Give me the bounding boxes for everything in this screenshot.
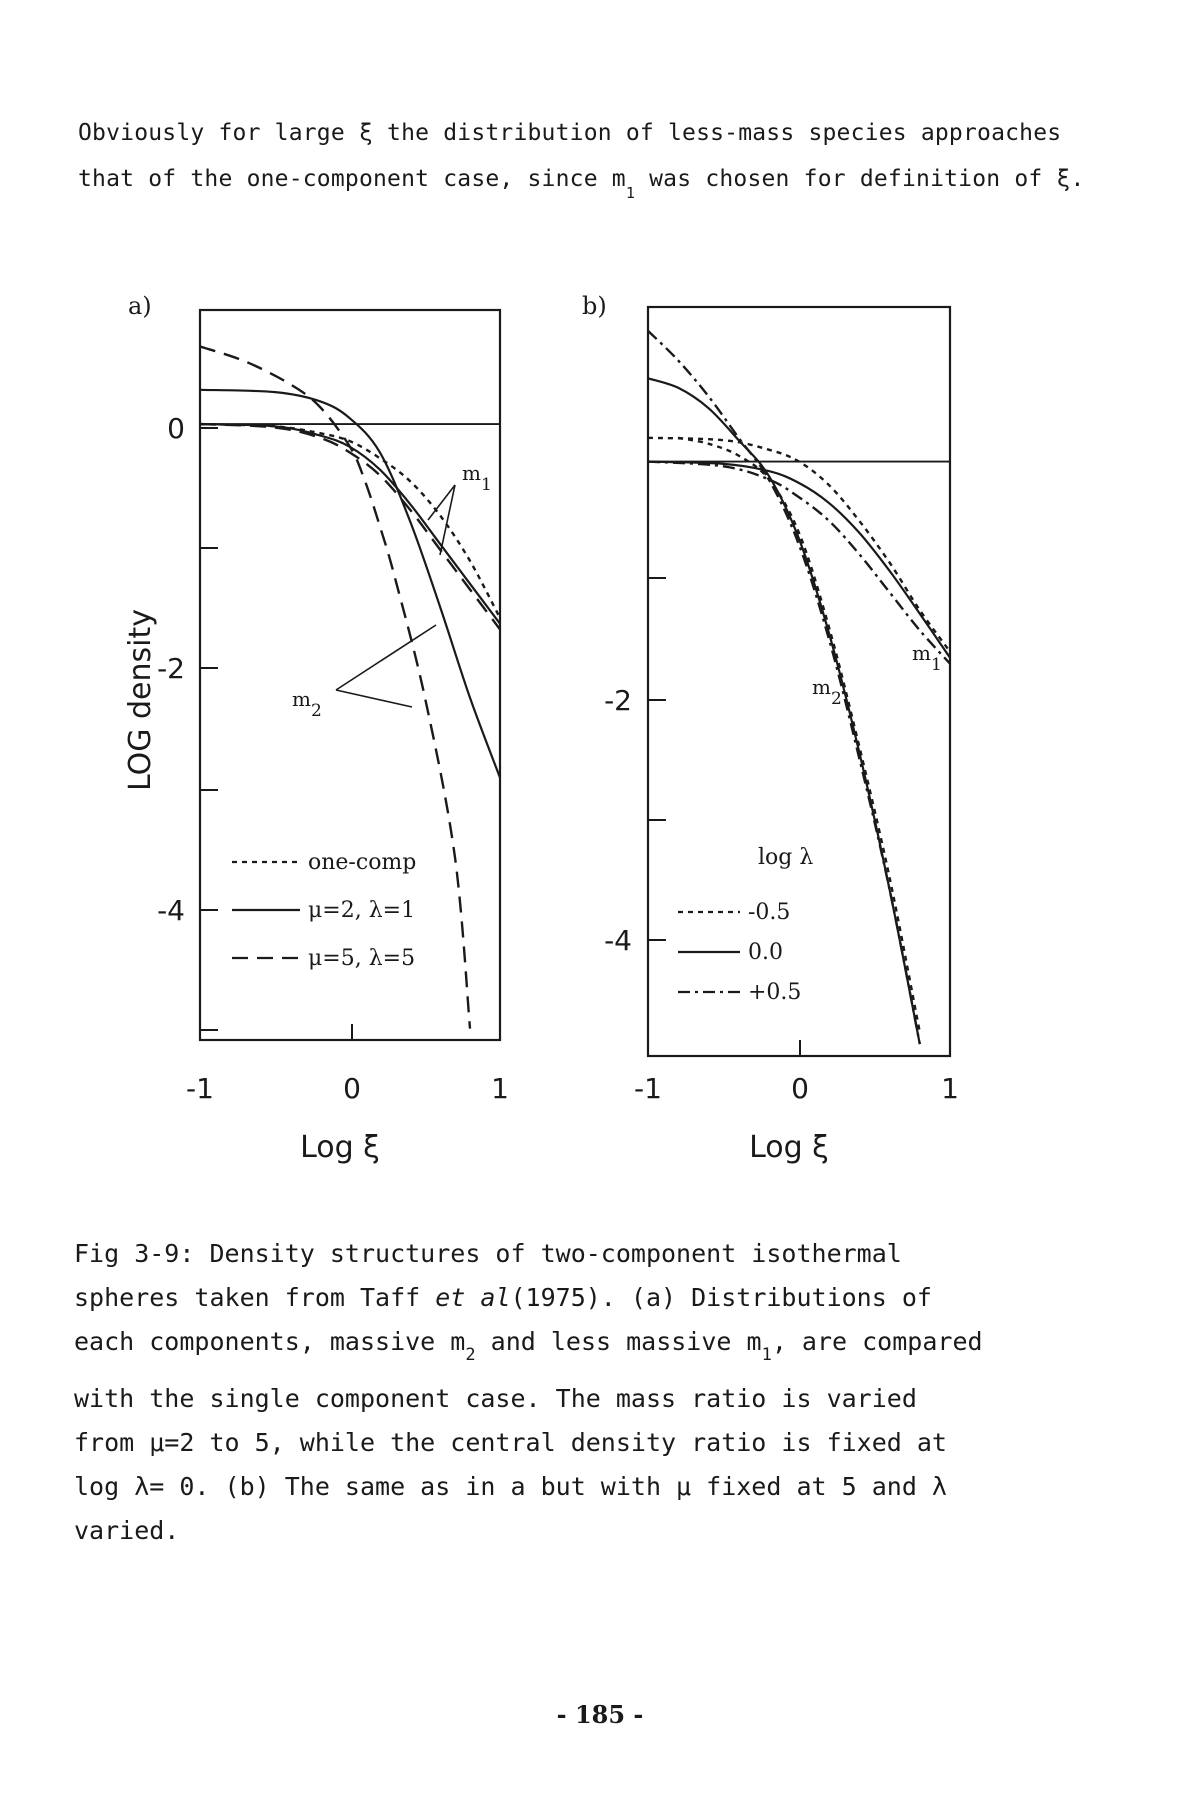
curves-group xyxy=(200,347,500,1029)
x-tick-label: 1 xyxy=(491,1072,509,1105)
annotation-letter: m xyxy=(462,461,481,485)
plot-frame xyxy=(648,307,950,1056)
y-tick-label: -4 xyxy=(604,924,632,957)
figure-caption xyxy=(74,1232,1154,1553)
annotation-letter: m xyxy=(292,687,311,711)
x-tick-label: 0 xyxy=(343,1072,361,1105)
series-curve xyxy=(648,462,950,658)
x-tick-label: -1 xyxy=(634,1072,662,1105)
page-number: - 185 - xyxy=(556,1700,644,1729)
series-curve xyxy=(648,378,920,1044)
panel-a xyxy=(123,292,509,1165)
intro-line-2-text: that of the one-component case, since m xyxy=(78,166,626,192)
legend xyxy=(678,845,813,1005)
curve-annotation xyxy=(462,461,492,495)
intro-subscript: 1 xyxy=(625,184,636,202)
legend xyxy=(232,850,416,971)
annotation-leader-line xyxy=(336,690,412,707)
legend-label: 0.0 xyxy=(748,940,783,965)
x-tick-label: 1 xyxy=(941,1072,959,1105)
caption-line-5: from μ=2 to 5, while the central density ratio is fixed at xyxy=(74,1428,947,1457)
series-curve xyxy=(200,424,500,624)
caption-et-al: et al xyxy=(435,1283,511,1312)
x-tick-label: -1 xyxy=(186,1072,214,1105)
y-axis-label: LOG density xyxy=(123,608,158,792)
curve-annotation xyxy=(912,641,942,675)
caption-line-2-a: spheres taken from Taff xyxy=(74,1283,436,1312)
legend-label: +0.5 xyxy=(748,980,802,1005)
series-curve xyxy=(648,438,950,652)
caption-line-6: log λ= 0. (b) The same as in a but with μ fixed at 5 and λ xyxy=(74,1472,947,1501)
caption-line-3-c: , are compared xyxy=(771,1327,983,1356)
y-tick-label: -2 xyxy=(157,652,185,685)
y-tick-label: -4 xyxy=(157,894,185,927)
x-axis-label: Log ξ xyxy=(300,1130,380,1165)
caption-line-2-b: (1975). (a) Distributions of xyxy=(510,1283,932,1312)
caption-line-1: Fig 3-9: Density structures of two-component isothermal xyxy=(74,1239,902,1268)
caption-line-7: varied. xyxy=(74,1516,180,1545)
legend-title: log λ xyxy=(758,845,814,870)
annotation-subscript: 1 xyxy=(480,475,492,495)
caption-sub-1: 1 xyxy=(761,1345,772,1365)
series-curve xyxy=(648,462,950,664)
caption-line-2 xyxy=(74,1276,1154,1320)
caption-line-3-b: and less massive m xyxy=(475,1327,762,1356)
annotation-subscript: 1 xyxy=(930,655,942,675)
annotation-letter: m xyxy=(812,675,831,699)
series-curve xyxy=(200,347,470,1029)
caption-line-3 xyxy=(74,1320,1154,1377)
legend-label: one-comp xyxy=(308,850,417,875)
y-tick-label: 0 xyxy=(167,412,185,445)
panel-b xyxy=(582,292,959,1165)
annotation-subscript: 2 xyxy=(310,701,322,721)
curve-annotation xyxy=(292,687,322,721)
intro-line-2-end: was chosen for definition of ξ. xyxy=(635,166,1085,192)
x-axis-label: Log ξ xyxy=(749,1130,829,1165)
y-tick-label: -2 xyxy=(604,684,632,717)
panel-label: b) xyxy=(582,292,607,320)
caption-line-3-a: each components, massive m xyxy=(74,1327,466,1356)
caption-line-4: with the single component case. The mass ratio is varied xyxy=(74,1384,917,1413)
series-curve xyxy=(678,438,920,1032)
legend-label: μ=2, λ=1 xyxy=(308,898,416,923)
curve-annotation xyxy=(812,675,842,709)
caption-sub-2: 2 xyxy=(465,1345,476,1365)
annotation-letter: m xyxy=(912,641,931,665)
intro-line-1: Obviously for large ξ the distribution of less-mass species approaches xyxy=(78,120,1062,146)
legend-label: μ=5, λ=5 xyxy=(308,946,416,971)
series-curve xyxy=(200,424,500,629)
legend-label: -0.5 xyxy=(748,900,791,925)
curves-group xyxy=(648,331,950,1044)
panel-label: a) xyxy=(128,292,152,320)
x-tick-label: 0 xyxy=(791,1072,809,1105)
annotation-subscript: 2 xyxy=(830,689,842,709)
